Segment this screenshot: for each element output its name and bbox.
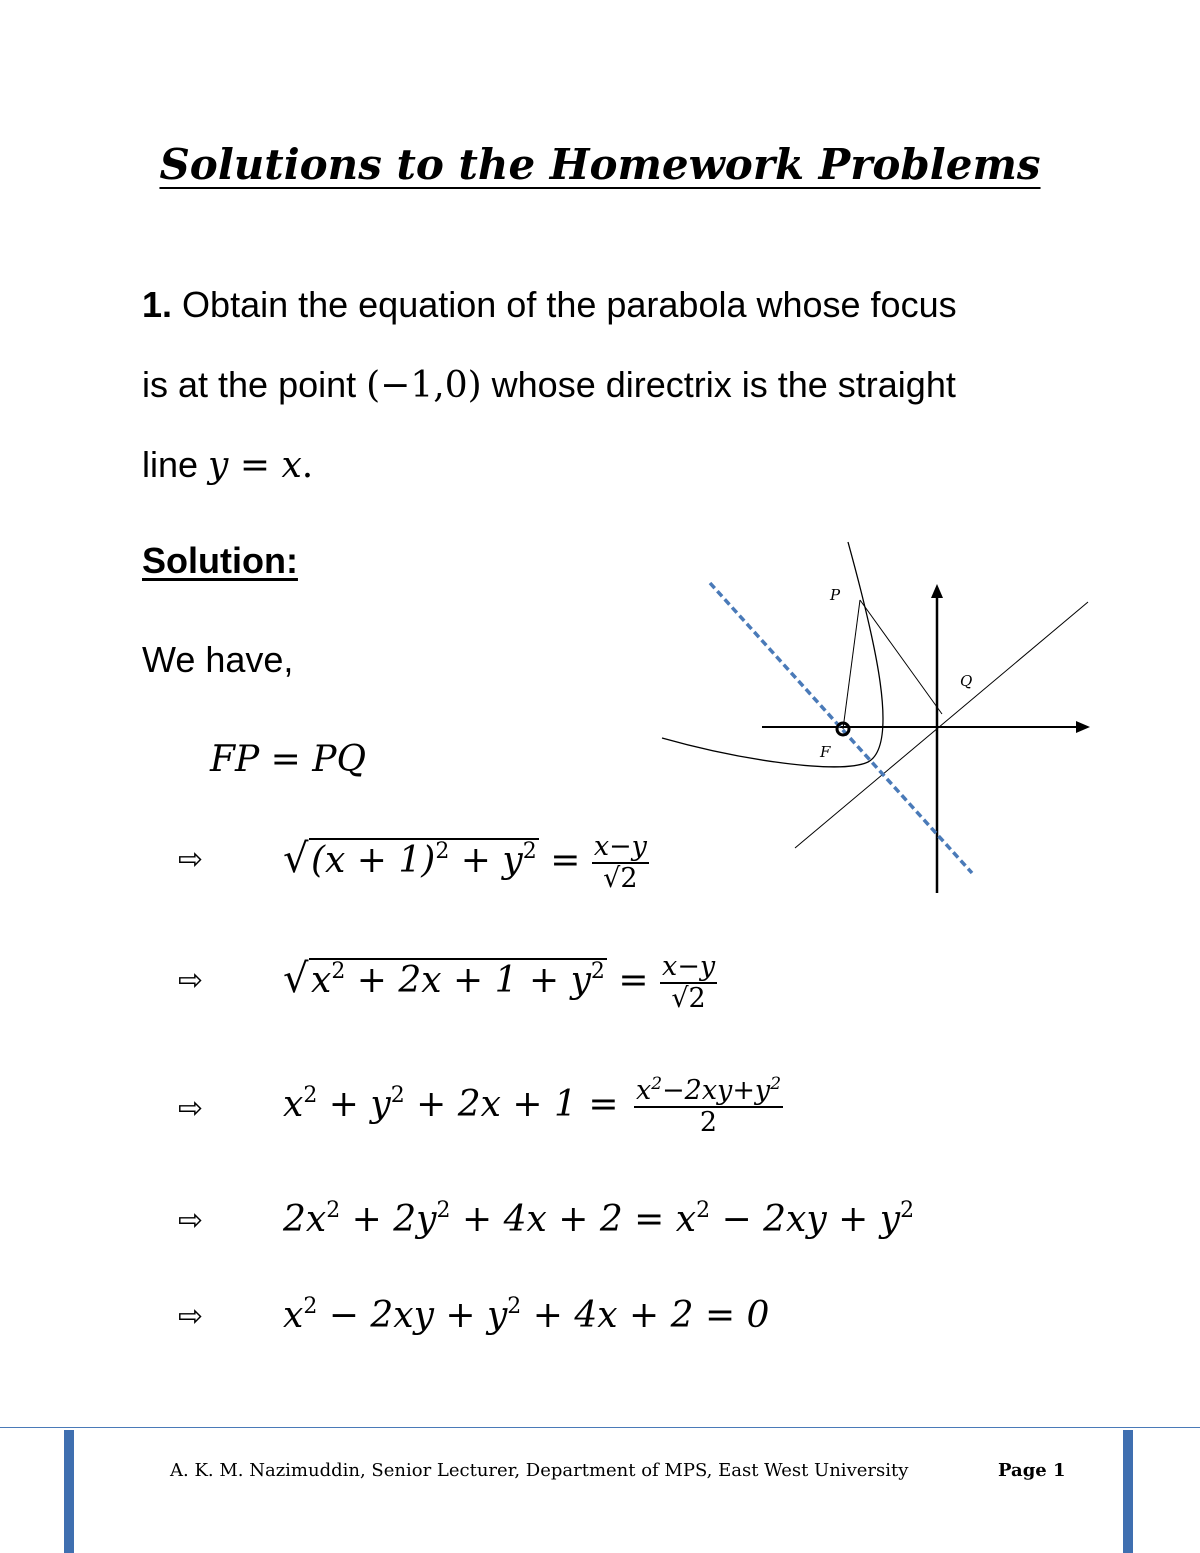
eq4-term-a: 2x <box>283 1199 327 1240</box>
eq1-term-b: + y <box>449 840 523 881</box>
page-title: Solutions to the Homework Problems <box>159 140 1041 189</box>
eq5-exp-b: 2 <box>507 1294 522 1319</box>
implies-arrow-icon: ⇨ <box>178 963 204 998</box>
x-axis-arrowhead-icon <box>1076 721 1090 733</box>
eq3-term-a: x <box>283 1084 304 1125</box>
eq1-term-a: (x + 1) <box>311 840 436 881</box>
equation-fp-pq-text: FP = PQ <box>210 739 366 780</box>
footer-left-bar <box>64 1430 74 1553</box>
eq4-exp-b: 2 <box>436 1198 451 1223</box>
eq4-term-b: + 2y <box>340 1199 437 1240</box>
footer-divider <box>0 1427 1200 1428</box>
radical-icon: √ <box>283 956 309 1002</box>
segment-pq <box>860 600 942 714</box>
eq5-term-c: + 4x + 2 = 0 <box>521 1295 770 1336</box>
eq3-exp-a: 2 <box>303 1083 318 1108</box>
eq3-num-exp-a: 2 <box>651 1074 663 1094</box>
problem-number: 1. <box>142 284 173 325</box>
eq3-exp-b: 2 <box>390 1083 405 1108</box>
eq2-exp-a: 2 <box>331 959 346 984</box>
problem-text-1: Obtain the equation of the parabola whose focus <box>182 284 957 325</box>
math-x: x <box>281 445 302 486</box>
implies-arrow-icon: ⇨ <box>178 842 204 877</box>
we-have-text: We have, <box>142 639 294 680</box>
label-f: F <box>820 743 831 761</box>
solution-heading: Solution: <box>142 540 298 581</box>
eq4-term-d: − 2xy + y <box>710 1199 901 1240</box>
eq3-num-b: −2xy+y <box>662 1075 771 1106</box>
eq5-term-a: x <box>283 1295 304 1336</box>
math-equals: = <box>228 445 282 486</box>
label-q: Q <box>960 672 973 690</box>
eq4-exp-c: 2 <box>696 1198 711 1223</box>
eq2-equals: = <box>606 960 660 1001</box>
eq1-exp-a: 2 <box>435 839 450 864</box>
eq3-term-b: + y <box>317 1084 391 1125</box>
math-y: y <box>208 445 229 486</box>
math-period: . <box>301 445 314 486</box>
radical-icon: √ <box>283 836 309 882</box>
eq1-denominator: √2 <box>592 862 649 894</box>
footer-page-number: Page 1 <box>998 1460 1066 1481</box>
eq3-num-exp-b: 2 <box>770 1074 782 1094</box>
eq1-equals: = <box>538 840 592 881</box>
eq2-exp-b: 2 <box>590 959 605 984</box>
y-axis-arrowhead-icon <box>931 584 943 598</box>
footer-right-bar <box>1123 1430 1133 1553</box>
eq1-exp-b: 2 <box>522 839 537 864</box>
eq5-exp-a: 2 <box>303 1294 318 1319</box>
eq4-exp-a: 2 <box>326 1198 341 1223</box>
eq2-denominator: √2 <box>660 982 717 1014</box>
problem-text-3a: line <box>142 444 209 485</box>
footer-author: A. K. M. Nazimuddin, Senior Lecturer, Department of MPS, East West University <box>170 1460 909 1481</box>
eq3-num-a: x <box>635 1075 652 1106</box>
eq3-denominator: 2 <box>634 1106 783 1138</box>
eq1-numerator: x−y <box>593 831 647 862</box>
eq3-term-c: + 2x + 1 = <box>404 1084 630 1125</box>
eq2-numerator: x−y <box>661 951 716 982</box>
eq4-exp-d: 2 <box>900 1198 915 1223</box>
problem-text-2b: whose directrix is the straight <box>481 364 956 405</box>
implies-arrow-icon: ⇨ <box>178 1299 204 1334</box>
eq5-term-b: − 2xy + y <box>317 1295 508 1336</box>
label-p: P <box>830 586 841 604</box>
problem-text-2a: is at the point <box>142 364 367 405</box>
eq4-term-c: + 4x + 2 = x <box>450 1199 697 1240</box>
implies-arrow-icon: ⇨ <box>178 1091 204 1126</box>
implies-arrow-icon: ⇨ <box>178 1203 204 1238</box>
eq2-term-b: + 2x + 1 + y <box>345 960 591 1001</box>
focus-point: (−1,0) <box>366 365 482 406</box>
eq2-term-a: x <box>311 960 332 1001</box>
segment-fp <box>843 600 860 729</box>
